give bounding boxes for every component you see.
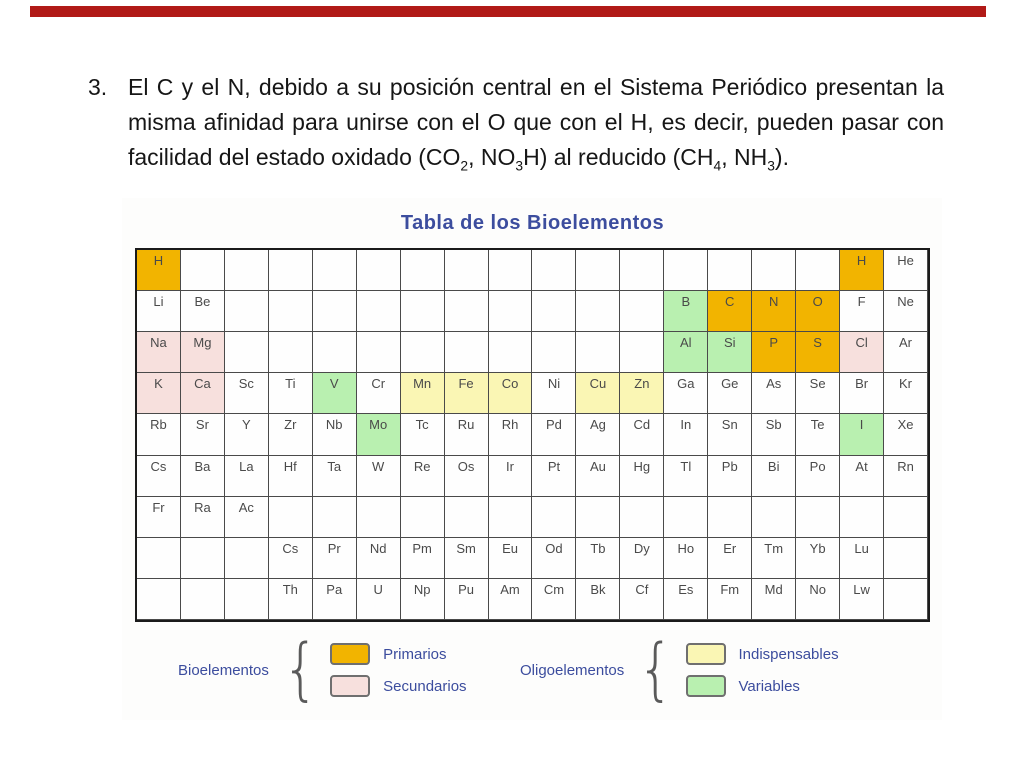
element-cell-Tb: [576, 538, 620, 579]
element-symbol: Bi: [767, 458, 780, 474]
element-cell-Ca: [181, 373, 225, 414]
element-symbol: Md: [764, 581, 783, 597]
element-symbol: Eu: [502, 540, 518, 556]
element-symbol: Nd: [369, 540, 387, 556]
element-cell-empty: [357, 250, 401, 291]
element-symbol: Lu: [854, 540, 869, 556]
element-cell-Am: [489, 579, 533, 620]
element-cell-Pa: [313, 579, 357, 620]
element-symbol: Es: [678, 581, 694, 597]
element-cell-Hf: [269, 456, 313, 497]
element-cell-Er: [708, 538, 752, 579]
element-cell-empty: [664, 250, 708, 291]
element-cell-empty: [532, 291, 576, 332]
element-symbol: Cu: [589, 376, 607, 392]
element-symbol: Pb: [721, 458, 738, 474]
element-symbol: Ar: [899, 335, 913, 351]
element-symbol: Hg: [633, 458, 651, 474]
element-cell-empty: [576, 332, 620, 373]
element-cell-Y: [225, 414, 269, 455]
legend-item: [686, 675, 839, 697]
element-cell-Mo: [357, 414, 401, 455]
element-cell-empty: [357, 332, 401, 373]
element-symbol: Cs: [282, 540, 299, 556]
element-cell-empty: [576, 291, 620, 332]
element-symbol: Kr: [899, 376, 913, 392]
element-symbol: Ge: [721, 376, 739, 392]
element-symbol: Xe: [897, 417, 914, 433]
element-cell-Pu: [445, 579, 489, 620]
element-symbol: Ni: [547, 376, 561, 392]
element-cell-empty: [357, 497, 401, 538]
element-cell-empty: [269, 497, 313, 538]
legend-swatch-primarios: [330, 643, 370, 665]
element-cell-Sn: [708, 414, 752, 455]
element-symbol: H: [153, 253, 164, 268]
element-cell-empty: [576, 250, 620, 291]
element-cell-I: [840, 414, 884, 455]
element-cell-empty: [489, 332, 533, 373]
element-symbol: Tc: [415, 417, 429, 433]
element-symbol: Np: [413, 581, 431, 597]
element-cell-Cf: [620, 579, 664, 620]
element-cell-Pm: [401, 538, 445, 579]
element-cell-C: [708, 291, 752, 332]
element-cell-Ar: [884, 332, 928, 373]
element-symbol: Mn: [413, 376, 432, 392]
element-symbol: Cm: [543, 581, 565, 597]
element-cell-empty: [313, 332, 357, 373]
element-cell-Po: [796, 456, 840, 497]
element-cell-empty: [664, 497, 708, 538]
element-cell-F: [840, 291, 884, 332]
element-symbol: Ta: [327, 458, 342, 474]
element-symbol: S: [813, 335, 822, 351]
element-symbol: Tb: [590, 540, 606, 556]
element-cell-empty: [181, 579, 225, 620]
list-item-3: [88, 70, 944, 175]
paragraph-text: El C y el N, debido a su posición central en el Sistema Periódico presentan la misma afinidad para unirse con el O que con el H, es decir, pueden pasar con facilidad del estado oxidado ($CO_2$, $NO_3H$) al reducido ($CH_4$, $NH_3$).: [128, 74, 944, 174]
element-cell-Fr: [137, 497, 181, 538]
element-cell-No: [796, 579, 840, 620]
element-symbol: He: [897, 253, 914, 268]
legend-group-label: Oligoelementos: [520, 661, 625, 679]
element-cell-empty: [401, 291, 445, 332]
element-cell-Ga: [664, 373, 708, 414]
element-cell-Pd: [532, 414, 576, 455]
element-symbol: K: [154, 376, 163, 392]
element-symbol: Am: [500, 581, 520, 597]
element-symbol: Ca: [194, 376, 211, 392]
element-cell-Ru: [445, 414, 489, 455]
element-cell-O: [796, 291, 840, 332]
element-cell-empty: [401, 250, 445, 291]
element-cell-Ne: [884, 291, 928, 332]
element-cell-Cd: [620, 414, 664, 455]
element-symbol: Er: [723, 540, 737, 556]
element-symbol: C: [725, 294, 735, 310]
brace-icon: {: [282, 630, 319, 709]
element-cell-Bi: [752, 456, 796, 497]
element-cell-Es: [664, 579, 708, 620]
element-symbol: B: [681, 294, 691, 310]
element-symbol: Cl: [855, 335, 868, 351]
element-symbol: H: [856, 253, 867, 268]
element-symbol: Od: [545, 540, 563, 556]
element-cell-Os: [445, 456, 489, 497]
legend-item-label: Secundarios: [383, 677, 467, 695]
element-cell-empty: [796, 497, 840, 538]
element-cell-Sc: [225, 373, 269, 414]
element-cell-Tl: [664, 456, 708, 497]
element-symbol: Th: [282, 581, 298, 597]
element-cell-Rn: [884, 456, 928, 497]
element-cell-empty: [708, 250, 752, 291]
element-cell-Ba: [181, 456, 225, 497]
element-cell-S: [796, 332, 840, 373]
element-cell-Lw: [840, 579, 884, 620]
accent-bar: [30, 6, 986, 17]
element-cell-empty: [576, 497, 620, 538]
element-cell-Br: [840, 373, 884, 414]
legend-group-label: Bioelementos: [178, 661, 269, 679]
element-cell-empty: [225, 579, 269, 620]
element-cell-B: [664, 291, 708, 332]
element-symbol: Fe: [458, 376, 474, 392]
element-cell-Lu: [840, 538, 884, 579]
element-symbol: At: [855, 458, 868, 474]
element-cell-Bk: [576, 579, 620, 620]
element-symbol: Tl: [680, 458, 692, 474]
element-cell-empty: [752, 250, 796, 291]
element-cell-Cl: [840, 332, 884, 373]
element-cell-Se: [796, 373, 840, 414]
element-symbol: Fm: [720, 581, 740, 597]
element-symbol: Zn: [634, 376, 650, 392]
list-item-number: 3.: [88, 74, 108, 100]
element-cell-empty: [532, 497, 576, 538]
element-cell-empty: [181, 250, 225, 291]
periodic-table: [135, 248, 930, 622]
element-symbol: Mo: [369, 417, 388, 433]
element-cell-Mn: [401, 373, 445, 414]
element-cell-Ni: [532, 373, 576, 414]
element-cell-Cu: [576, 373, 620, 414]
element-symbol: Co: [501, 376, 519, 392]
element-cell-empty: [708, 497, 752, 538]
element-symbol: Cd: [633, 417, 651, 433]
legend-swatch-variables: [686, 675, 726, 697]
element-cell-Mg: [181, 332, 225, 373]
element-cell-U: [357, 579, 401, 620]
element-symbol: Pr: [327, 540, 341, 556]
element-symbol: Rn: [897, 458, 914, 474]
legend-item: [686, 643, 839, 665]
element-cell-Pb: [708, 456, 752, 497]
element-cell-Ra: [181, 497, 225, 538]
element-cell-Dy: [620, 538, 664, 579]
element-cell-empty: [401, 332, 445, 373]
element-cell-Fe: [445, 373, 489, 414]
element-symbol: Pm: [412, 540, 432, 556]
element-cell-Hg: [620, 456, 664, 497]
element-cell-empty: [620, 332, 664, 373]
element-symbol: Rb: [150, 417, 167, 433]
element-symbol: U: [373, 581, 383, 597]
element-cell-empty: [620, 291, 664, 332]
element-cell-Ac: [225, 497, 269, 538]
element-cell-empty: [313, 250, 357, 291]
element-cell-Pt: [532, 456, 576, 497]
element-cell-He: [884, 250, 928, 291]
element-symbol: Be: [194, 294, 211, 310]
element-symbol: Dy: [633, 540, 650, 556]
element-cell-empty: [884, 579, 928, 620]
element-cell-empty: [313, 291, 357, 332]
element-symbol: Rh: [501, 417, 519, 433]
element-symbol: W: [372, 458, 385, 474]
element-cell-Xe: [884, 414, 928, 455]
element-symbol: N: [768, 294, 779, 310]
element-symbol: Cr: [371, 376, 386, 392]
legend-swatch-secundarios: [330, 675, 370, 697]
element-symbol: O: [812, 294, 823, 310]
element-cell-empty: [269, 250, 313, 291]
element-symbol: Ru: [457, 417, 475, 433]
element-cell-empty: [620, 497, 664, 538]
legend-item-label: Indispensables: [738, 645, 839, 663]
element-symbol: Tm: [764, 540, 784, 556]
element-symbol: Au: [589, 458, 606, 474]
element-cell-Md: [752, 579, 796, 620]
element-symbol: Ho: [677, 540, 695, 556]
element-cell-empty: [840, 497, 884, 538]
element-cell-Th: [269, 579, 313, 620]
element-cell-Co: [489, 373, 533, 414]
element-symbol: Ti: [285, 376, 296, 392]
element-cell-Sr: [181, 414, 225, 455]
legend-item: [330, 675, 466, 697]
element-symbol: Lw: [853, 581, 870, 597]
element-cell-As: [752, 373, 796, 414]
element-cell-Be: [181, 291, 225, 332]
element-symbol: Sr: [195, 417, 209, 433]
element-cell-empty: [532, 250, 576, 291]
element-cell-empty: [269, 332, 313, 373]
element-cell-Pr: [313, 538, 357, 579]
element-symbol: Ir: [506, 458, 514, 474]
element-cell-Zn: [620, 373, 664, 414]
element-symbol: Bk: [590, 581, 606, 597]
element-cell-Ti: [269, 373, 313, 414]
element-symbol: La: [239, 458, 254, 474]
element-cell-empty: [137, 579, 181, 620]
element-cell-empty: [225, 291, 269, 332]
element-cell-empty: [445, 332, 489, 373]
element-symbol: Te: [810, 417, 825, 433]
element-cell-empty: [884, 538, 928, 579]
element-cell-empty: [269, 291, 313, 332]
element-cell-empty: [445, 291, 489, 332]
legend-group-bioelementos: [178, 630, 467, 709]
element-cell-Cs: [269, 538, 313, 579]
element-symbol: Se: [809, 376, 826, 392]
element-cell-Sm: [445, 538, 489, 579]
element-symbol: Pt: [547, 458, 561, 474]
element-symbol: P: [769, 335, 779, 351]
legend-swatch-indispensables: [686, 643, 726, 665]
legend-item-label: Variables: [738, 677, 800, 695]
element-cell-empty: [225, 538, 269, 579]
element-cell-Rh: [489, 414, 533, 455]
element-cell-Od: [532, 538, 576, 579]
element-cell-Si: [708, 332, 752, 373]
element-symbol: Y: [242, 417, 251, 433]
legend-group-oligoelementos: [520, 630, 839, 709]
element-cell-empty: [225, 250, 269, 291]
element-symbol: Os: [457, 458, 475, 474]
element-symbol: As: [766, 376, 782, 392]
element-cell-Nb: [313, 414, 357, 455]
element-cell-P: [752, 332, 796, 373]
element-cell-V: [313, 373, 357, 414]
element-cell-empty: [401, 497, 445, 538]
element-cell-empty: [445, 497, 489, 538]
legend-item-label: Primarios: [383, 645, 447, 663]
element-cell-Al: [664, 332, 708, 373]
element-cell-In: [664, 414, 708, 455]
element-cell-Sb: [752, 414, 796, 455]
element-symbol: Pu: [458, 581, 475, 597]
element-symbol: V: [329, 376, 339, 392]
element-cell-Np: [401, 579, 445, 620]
element-cell-Ge: [708, 373, 752, 414]
element-cell-empty: [357, 291, 401, 332]
element-symbol: Cf: [635, 581, 649, 597]
element-cell-Tm: [752, 538, 796, 579]
element-symbol: Hf: [283, 458, 297, 474]
element-symbol: Cs: [150, 458, 167, 474]
element-symbol: Al: [680, 335, 692, 351]
element-cell-empty: [489, 291, 533, 332]
element-symbol: Nb: [325, 417, 343, 433]
element-cell-Ag: [576, 414, 620, 455]
element-cell-empty: [445, 250, 489, 291]
element-cell-W: [357, 456, 401, 497]
legend-items: [686, 643, 839, 697]
element-symbol: F: [857, 294, 866, 310]
element-cell-Te: [796, 414, 840, 455]
element-cell-Zr: [269, 414, 313, 455]
element-cell-Fm: [708, 579, 752, 620]
element-symbol: Pd: [546, 417, 562, 433]
element-symbol: Pa: [326, 581, 343, 597]
element-symbol: I: [859, 417, 864, 433]
element-symbol: Si: [723, 335, 736, 351]
legend-item: [330, 643, 466, 665]
element-symbol: Zr: [284, 417, 297, 433]
element-symbol: Ag: [589, 417, 606, 433]
element-cell-empty: [313, 497, 357, 538]
element-cell-empty: [181, 538, 225, 579]
element-cell-Kr: [884, 373, 928, 414]
element-cell-Ho: [664, 538, 708, 579]
element-cell-Yb: [796, 538, 840, 579]
element-cell-Re: [401, 456, 445, 497]
element-cell-Tc: [401, 414, 445, 455]
element-cell-Rb: [137, 414, 181, 455]
element-symbol: Ga: [677, 376, 695, 392]
element-cell-empty: [796, 250, 840, 291]
element-cell-N: [752, 291, 796, 332]
element-symbol: Po: [809, 458, 826, 474]
element-cell-Ir: [489, 456, 533, 497]
element-cell-empty: [532, 332, 576, 373]
element-cell-Eu: [489, 538, 533, 579]
element-cell-Cs: [137, 456, 181, 497]
element-symbol: Mg: [193, 335, 212, 351]
element-symbol: Br: [855, 376, 869, 392]
element-symbol: Sc: [238, 376, 254, 392]
element-cell-empty: [489, 497, 533, 538]
element-cell-K: [137, 373, 181, 414]
element-cell-H: [137, 250, 181, 291]
element-cell-Na: [137, 332, 181, 373]
figure-title: Tabla de los Bioelementos: [400, 212, 665, 234]
element-cell-empty: [884, 497, 928, 538]
element-cell-Ta: [313, 456, 357, 497]
element-cell-Cr: [357, 373, 401, 414]
element-symbol: Sb: [765, 417, 782, 433]
element-cell-La: [225, 456, 269, 497]
element-cell-empty: [137, 538, 181, 579]
element-symbol: Sm: [456, 540, 476, 556]
element-symbol: Ba: [194, 458, 211, 474]
element-symbol: Fr: [152, 499, 165, 515]
element-symbol: Yb: [809, 540, 826, 556]
element-cell-empty: [752, 497, 796, 538]
element-cell-Au: [576, 456, 620, 497]
element-symbol: Na: [150, 335, 167, 351]
brace-icon: {: [637, 630, 675, 709]
element-symbol: Ac: [238, 499, 254, 515]
element-symbol: No: [809, 581, 826, 597]
element-cell-empty: [225, 332, 269, 373]
element-cell-Cm: [532, 579, 576, 620]
element-symbol: Ne: [897, 294, 914, 310]
element-symbol: In: [680, 417, 692, 433]
legend-items: [330, 643, 466, 697]
element-cell-empty: [620, 250, 664, 291]
element-cell-Li: [137, 291, 181, 332]
element-cell-empty: [489, 250, 533, 291]
element-cell-Nd: [357, 538, 401, 579]
element-symbol: Re: [413, 458, 431, 474]
element-symbol: Li: [153, 294, 164, 310]
element-symbol: Sn: [721, 417, 738, 433]
element-cell-H: [840, 250, 884, 291]
element-cell-At: [840, 456, 884, 497]
element-symbol: Ra: [194, 499, 211, 515]
